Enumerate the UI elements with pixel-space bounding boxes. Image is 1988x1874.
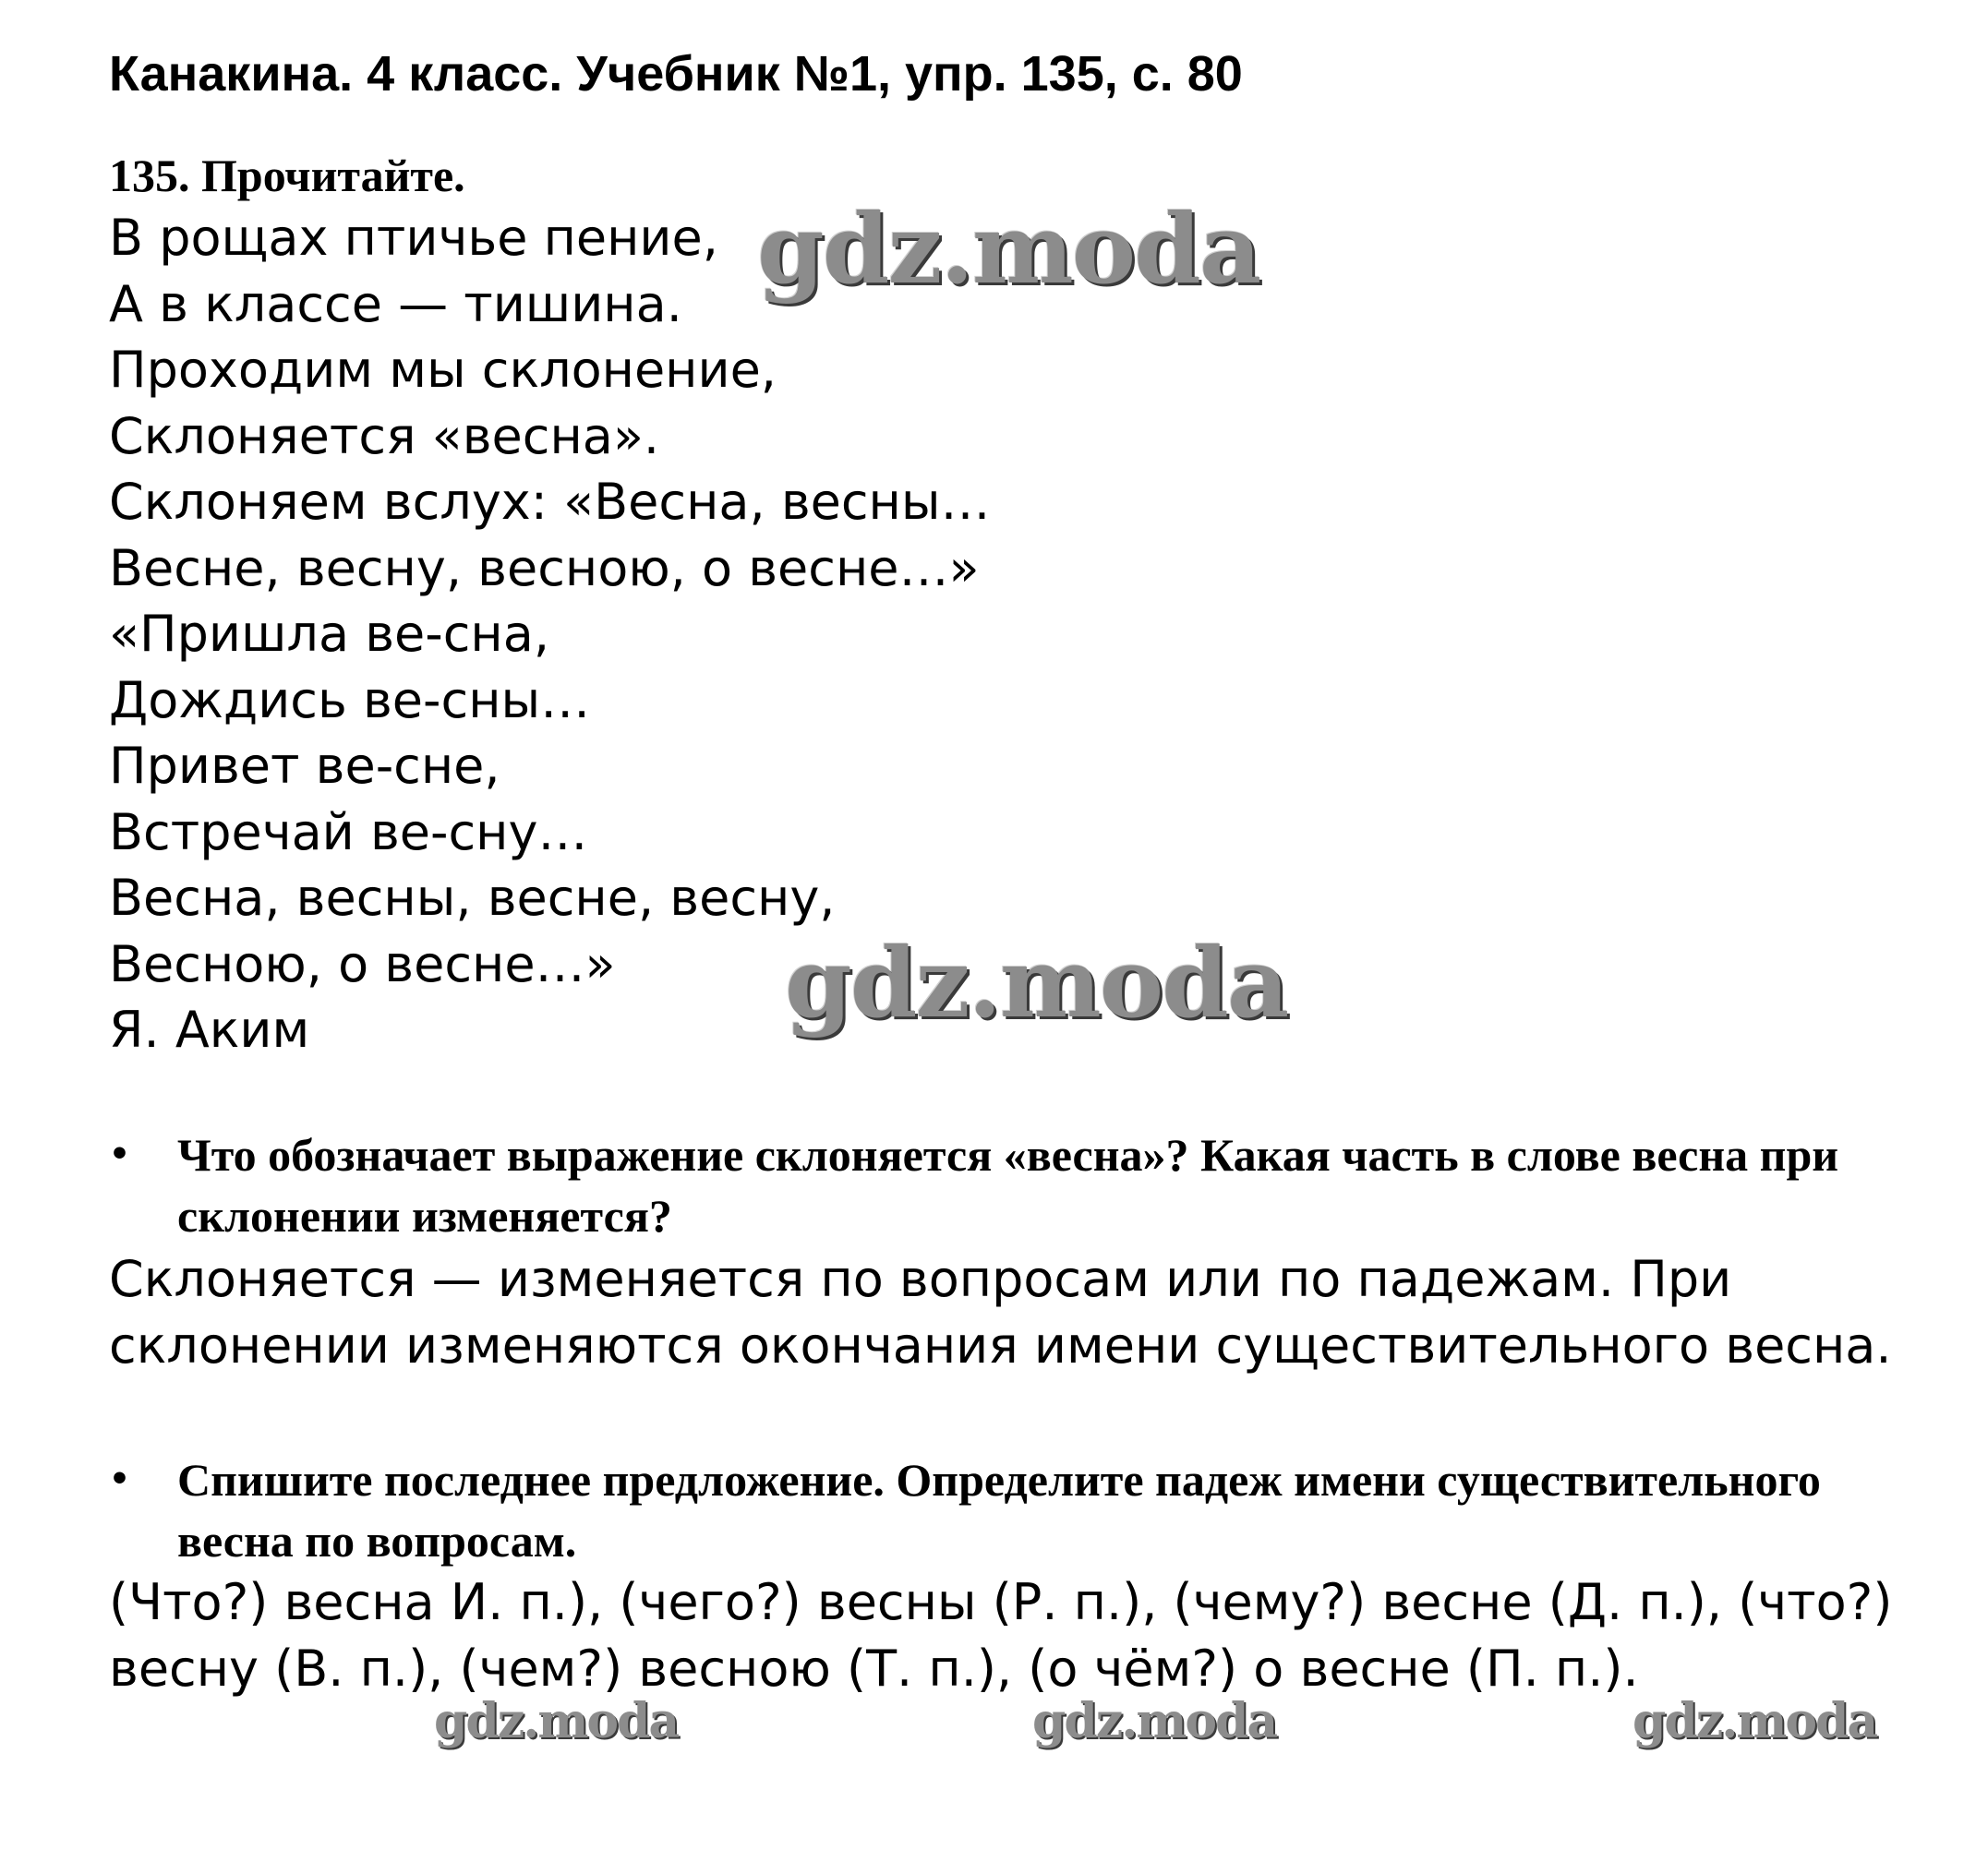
answer-1: Склоняется — изменяется по вопросам или по падежам. При склонении изменяются окончания имени существительного весна.: [109, 1250, 1892, 1375]
poem-line: Склоняем вслух: «Весна, весны…: [109, 473, 991, 531]
poem-line: Весна, весны, весне, весну,: [109, 869, 836, 927]
poem-line: Весною, о весне…»: [109, 934, 616, 993]
watermark: gdz.moda: [757, 192, 1260, 306]
poem-line: Привет ве-сне,: [109, 737, 500, 795]
bullet-icon: •: [109, 1460, 131, 1498]
poem-line: Проходим мы склонение,: [109, 341, 777, 399]
question-1: [109, 1124, 1919, 1246]
poem-line: А в классе — тишина.: [109, 274, 682, 333]
poem-line: Весне, весну, весною, о весне…»: [109, 538, 980, 597]
poem-line: В рощах птичье пение,: [109, 209, 718, 267]
watermark: gdz.moda: [1633, 1693, 1877, 1749]
watermark: gdz.moda: [434, 1693, 679, 1749]
poem-author: Я. Аким: [109, 1001, 310, 1059]
poem-line: Встречай ве-сну…: [109, 802, 588, 861]
question-text: Что обозначает выражение склоняется «весна»? Какая часть в слове весна при склонении изменяется?: [177, 1129, 1839, 1242]
poem-line: «Пришла ве-сна,: [109, 605, 549, 663]
page-header: Канакина. 4 класс. Учебник №1, упр. 135, с. 80: [109, 46, 1243, 102]
watermark: gdz.moda: [785, 926, 1288, 1039]
question-2: [109, 1449, 1919, 1571]
answer-2: (Что?) весна И. п.), (чего?) весны (Р. п.), (чему?) весне (Д. п.), (что?) весну (В. п.), (чем?) весною (Т. п.), (о чём?) о весне (П. п.).: [109, 1573, 1893, 1698]
poem-line: Дождись ве-сны…: [109, 670, 591, 729]
exercise-title: 135. Прочитайте.: [109, 150, 465, 201]
bullet-icon: •: [109, 1135, 131, 1173]
watermark: gdz.moda: [1032, 1693, 1277, 1749]
poem-line: Склоняется «весна».: [109, 406, 660, 465]
question-text: Спишите последнее предложение. Определите падеж имени существительного весна по вопросам.: [177, 1454, 1821, 1567]
